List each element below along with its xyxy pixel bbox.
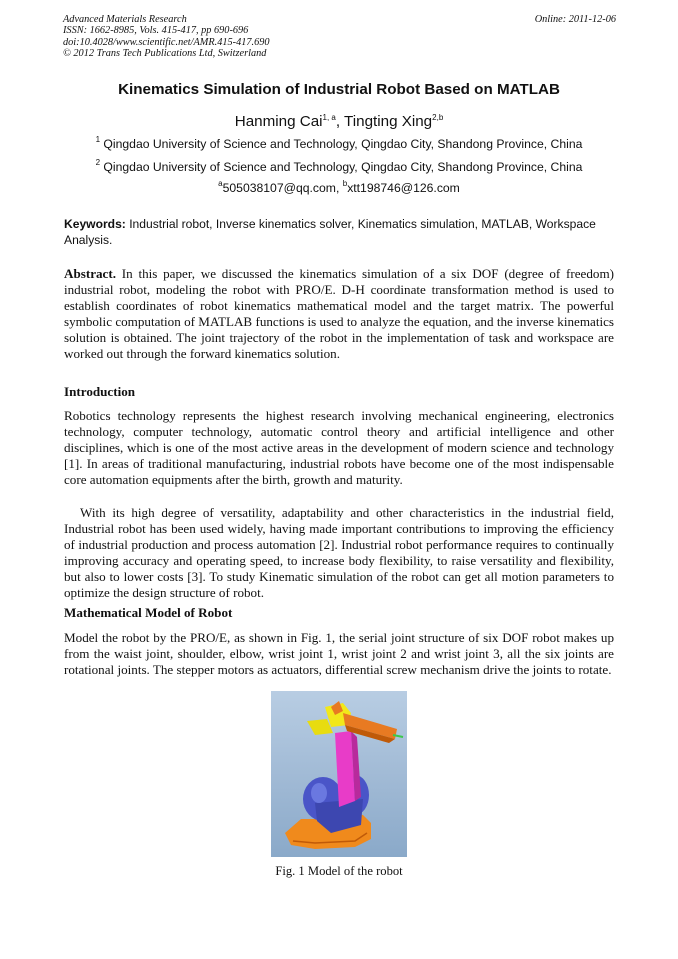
robot-model-icon: [271, 691, 407, 857]
affiliation-text: Qingdao University of Science and Technology, Qingdao City, Shandong Province, China: [100, 160, 583, 174]
affiliation-sup: 1: [95, 135, 101, 144]
affiliation-2: [0, 160, 678, 174]
abstract-label: Abstract.: [64, 266, 116, 281]
keywords: [64, 216, 614, 248]
author-name: Tingting Xing: [344, 113, 433, 130]
math-paragraph-1: Model the robot by the PRO/E, as shown in Fig. 1, the serial joint structure of six DOF robot makes up from the waist joint, shoulder, elbow, wrist joint 1, wrist joint 2 and wrist joint 3, all the six joints are rotational joints. The stepper motors as actuators, differential screw mechanism drive the joints to rotate.: [64, 630, 614, 678]
running-header-left: [63, 14, 270, 59]
section-heading-math-model: Mathematical Model of Robot: [64, 605, 233, 620]
affiliation-sup: 2: [95, 158, 101, 167]
affiliation-text: Qingdao University of Science and Technology, Qingdao City, Shandong Province, China: [100, 137, 583, 151]
paper-title: Kinematics Simulation of Industrial Robot Based on MATLAB: [118, 81, 560, 98]
intro-paragraph-1: Robotics technology represents the highest research involving mechanical engineering, electronics technology, computer technology, automatic control theory and artificial intelligence and other disciplines, which is one of the most active areas in the development of modern science and technology [1]. In areas of traditional manufacturing, industrial robots have become one of the most indispensable core automation equipments after the birth, growth and maturity.: [64, 408, 614, 488]
email-link[interactable]: 505038107@qq.com: [222, 181, 336, 195]
email-sup: a: [218, 179, 223, 188]
journal-name: Advanced Materials Research: [63, 14, 187, 25]
email-separator: ,: [335, 181, 343, 195]
figure-caption: Fig. 1 Model of the robot: [275, 864, 403, 878]
online-date: Online: 2011-12-06: [534, 14, 616, 25]
email-sup: b: [342, 179, 348, 188]
keywords-label: Keywords:: [64, 217, 126, 231]
doi-line: doi:10.4028/www.scientific.net/AMR.415-417.690: [63, 36, 270, 48]
email-link[interactable]: xtt198746@126.com: [347, 181, 460, 195]
affiliation-1: [0, 137, 678, 151]
copyright-line: © 2012 Trans Tech Publications Ltd, Switzerland: [63, 47, 267, 59]
author-name: Hanming Cai: [234, 113, 323, 130]
intro-paragraph-2: With its high degree of versatility, adaptability and other characteristics in the industrial field, Industrial robot has been used widely, having made important contributions to improving the efficiency of industrial production and process automation [2]. Industrial robot performance requires to continually improving accuracy and operating speed, to increase body flexibility, to raise versatility and flexibility, but also to lower costs [3]. To study Kinematic simulation of the robot can get all motion parameters to optimize the design structure of robot.: [64, 505, 614, 601]
keywords-text: Industrial robot, Inverse kinematics solver, Kinematics simulation, MATLAB, Workspace Analysis.: [64, 217, 596, 247]
author-separator: ,: [335, 113, 345, 130]
email-line: [0, 181, 678, 195]
section-heading-introduction: Introduction: [64, 384, 136, 399]
robot-figure: [271, 691, 407, 857]
abstract-text: In this paper, we discussed the kinematics simulation of a six DOF (degree of freedom) industrial robot, modeling the robot with PRO/E. D-H coordinate transformation method is used to establish coordinates of robot kinematics mathematical model and the target matrix. The powerful symbolic computation of MATLAB functions is used to analyze the equation, and the inverse kinematics solution is obtained. The joint trajectory of the robot in the implementation of task and workspace are worked out through the forward kinematics solution.: [64, 266, 614, 362]
author-line: [0, 113, 678, 130]
author-sup: 2,b: [432, 113, 444, 122]
abstract: [64, 266, 614, 363]
author-sup: 1, a: [322, 113, 336, 122]
issn-line: ISSN: 1662-8985, Vols. 415-417, pp 690-696: [63, 25, 249, 37]
